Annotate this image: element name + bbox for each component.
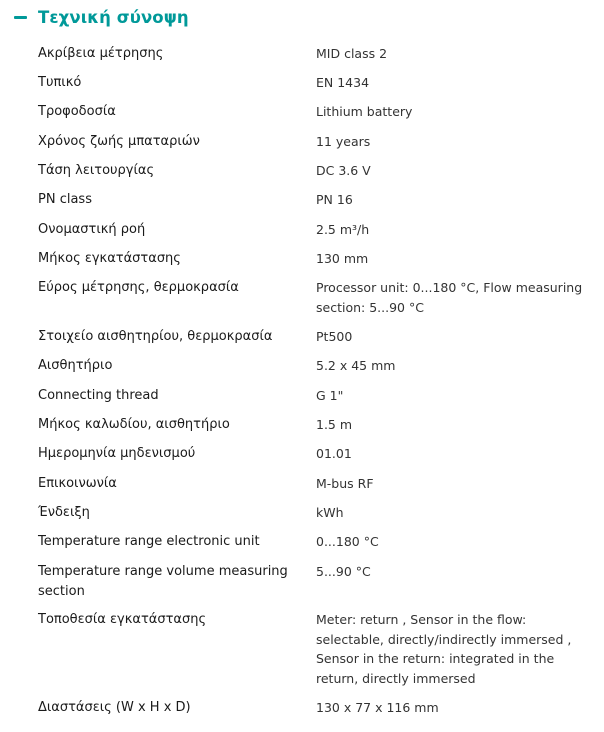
spec-value: 11 years [316, 134, 371, 149]
spec-value: 5.2 x 45 mm [316, 358, 396, 373]
spec-label: Τάση λειτουργίας [38, 163, 155, 178]
spec-label: Αισθητήριο [38, 358, 113, 373]
spec-label: Χρόνος ζωής μπαταριών [38, 134, 200, 149]
spec-label: Τυπικό [38, 75, 82, 90]
spec-label: Μήκος καλωδίου, αισθητήριο [38, 417, 230, 432]
spec-label: Temperature range volume measuring section [38, 564, 288, 599]
spec-label: Επικοινωνία [38, 476, 117, 491]
spec-value: 2.5 m³/h [316, 222, 370, 237]
spec-value: Lithium battery [316, 104, 413, 119]
spec-value: EN 1434 [316, 75, 370, 90]
spec-label: Ημερομηνία μηδενισμού [38, 446, 196, 461]
spec-label: Εύρος μέτρησης, θερμοκρασία [38, 280, 239, 295]
spec-value: 5...90 °C [316, 564, 371, 579]
spec-value: 130 mm [316, 251, 369, 266]
spec-value: M-bus RF [316, 476, 374, 491]
spec-value: 1.5 m [316, 417, 353, 432]
spec-value: 0...180 °C [316, 534, 379, 549]
spec-label: Connecting thread [38, 388, 159, 403]
section-header[interactable] [14, 4, 189, 30]
spec-value: PN 16 [316, 192, 353, 207]
spec-value: G 1" [316, 388, 344, 403]
spec-label: Στοιχείο αισθητηρίου, θερμοκρασία [38, 329, 273, 344]
spec-value: Meter: return , Sensor in the flow: selectable, directly/indirectly immersed , Sensor in the return: integrated in the return, directly immersed [316, 612, 572, 686]
minus-icon[interactable] [14, 16, 27, 19]
spec-value: kWh [316, 505, 344, 520]
spec-value: Pt500 [316, 329, 353, 344]
spec-label: Τοποθεσία εγκατάστασης [38, 612, 207, 627]
spec-label: PN class [38, 192, 92, 207]
spec-value: MID class 2 [316, 46, 388, 61]
spec-label: Temperature range electronic unit [38, 534, 260, 549]
section-title: Τεχνική σύνοψη [38, 7, 189, 27]
spec-label: Ένδειξη [38, 505, 90, 520]
spec-label: Μήκος εγκατάστασης [38, 251, 181, 266]
spec-label: Τροφοδοσία [38, 104, 116, 119]
spec-value: Processor unit: 0...180 °C, Flow measuring section: 5...90 °C [316, 280, 583, 315]
spec-label: Διαστάσεις (W x H x D) [38, 700, 191, 715]
spec-label: Ακρίβεια μέτρησης [38, 46, 164, 61]
spec-value: DC 3.6 V [316, 163, 371, 178]
spec-value: 130 x 77 x 116 mm [316, 700, 439, 715]
spec-value: 01.01 [316, 446, 352, 461]
spec-label: Ονομαστική ροή [38, 222, 146, 237]
